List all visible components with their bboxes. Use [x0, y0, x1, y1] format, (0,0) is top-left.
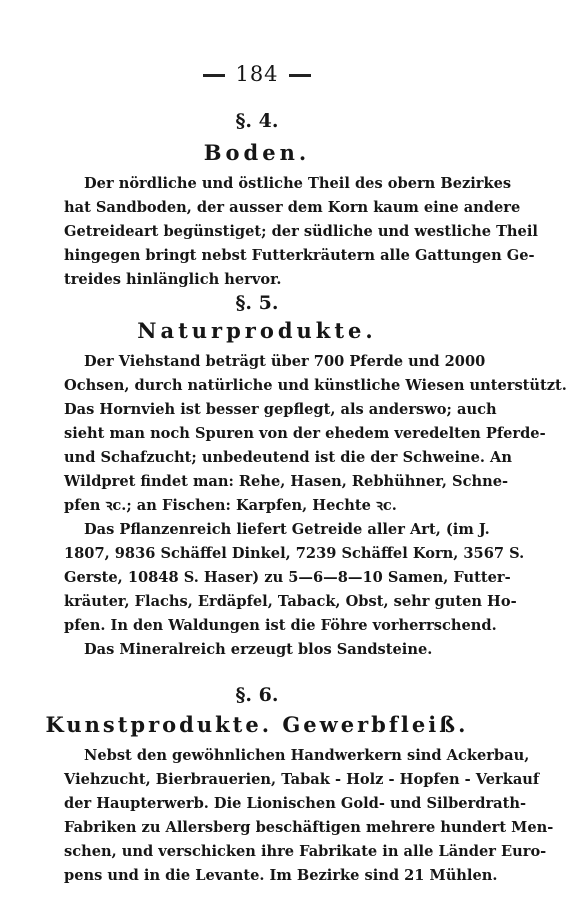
text-line: Gerste, 10848 S. Haser) zu 5—6—8—10 Samen, Futter- — [64, 569, 511, 586]
text-line: Das Hornvieh ist besser gepflegt, als anderswo; auch — [64, 401, 497, 418]
text-line: Der nördliche und östliche Theil des obern Bezirkes — [84, 175, 512, 192]
section-5-number: §. 5. — [235, 292, 279, 314]
text-line: Das Pflanzenreich liefert Getreide aller Art, (im J. — [84, 521, 490, 538]
left-dash — [203, 74, 225, 77]
section-5-heading: Naturprodukte. — [137, 318, 377, 343]
section-5-paragraph-3 — [64, 638, 466, 662]
page-number-line — [0, 62, 514, 86]
text-line: und Schafzucht; unbedeutend ist die der Schweine. An — [64, 449, 512, 466]
text-line: pfen. In den Waldungen ist die Föhre vorherrschend. — [64, 617, 497, 634]
section-6-heading: Kunstprodukte. Gewerbfleiß. — [45, 712, 469, 737]
text-line: Der Viehstand beträgt über 700 Pferde und 2000 — [84, 353, 486, 370]
right-dash — [289, 74, 311, 77]
section-5-paragraph-2 — [64, 518, 525, 638]
page-number: 184 — [235, 62, 279, 86]
text-line: kräuter, Flachs, Erdäpfel, Taback, Obst, sehr guten Ho- — [64, 593, 517, 610]
text-line: Ochsen, durch natürliche und künstliche Wiesen unterstützt. — [64, 377, 567, 394]
text-line: Getreideart begünstiget; der südliche und westliche Theil — [64, 223, 538, 240]
section-4-heading: Boden. — [203, 140, 311, 165]
text-line: Nebst den gewöhnlichen Handwerkern sind Ackerbau, — [84, 747, 530, 764]
text-line: Fabriken zu Allersberg beschäftigen mehrere hundert Men- — [64, 819, 554, 836]
text-line: 1807, 9836 Schäffel Dinkel, 7239 Schäffel Korn, 3567 S. — [64, 545, 525, 562]
text-line: hat Sandboden, der ausser dem Korn kaum eine andere — [64, 199, 521, 216]
text-line: der Haupterwerb. Die Lionischen Gold- und Silberdrath- — [64, 795, 527, 812]
text-line: pfen ꝛc.; an Fischen: Karpfen, Hechte ꝛc. — [64, 497, 397, 514]
text-line: treides hinlänglich hervor. — [64, 271, 282, 288]
text-line: pens und in die Levante. Im Bezirke sind 21 Mühlen. — [64, 867, 498, 884]
text-line: Wildpret findet man: Rehe, Hasen, Rebhühner, Schne- — [64, 473, 509, 490]
text-line: Das Mineralreich erzeugt blos Sandsteine. — [84, 641, 433, 658]
section-5-paragraph-1 — [64, 350, 567, 518]
text-line: Viehzucht, Bierbrauerien, Tabak - Holz - Hopfen - Verkauf — [64, 771, 540, 788]
section-6-number: §. 6. — [235, 684, 279, 706]
text-line: schen, und verschicken ihre Fabrikate in alle Länder Euro- — [64, 843, 547, 860]
section-4-paragraph — [64, 172, 538, 292]
text-line: hingegen bringt nebst Futterkräutern alle Gattungen Ge- — [64, 247, 535, 264]
section-6-paragraph — [64, 744, 554, 888]
section-4-number: §. 4. — [235, 110, 279, 132]
text-line: sieht man noch Spuren von der ehedem veredelten Pferde- — [64, 425, 546, 442]
